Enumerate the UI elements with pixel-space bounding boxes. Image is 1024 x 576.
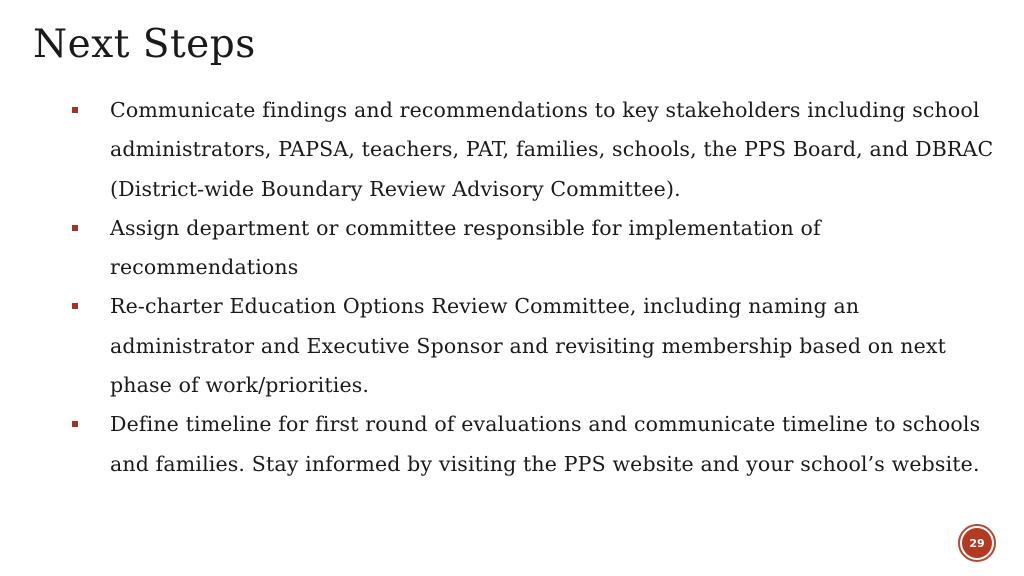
square-bullet-icon: [72, 421, 78, 427]
bullet-item: [0, 209, 1024, 288]
bullet-text: Re-charter Education Options Review Committee, including naming an administrator and Executive Sponsor and revisiting membership based on next phase of work/priorities.: [110, 294, 947, 398]
slide-title: Next Steps: [33, 22, 256, 67]
bullet-list: [0, 91, 1024, 484]
bullet-item: [0, 405, 1024, 484]
bullet-text: Communicate findings and recommendations to key stakeholders including school administrators, PAPSA, teachers, PAT, families, schools, the PPS Board, and DBRAC (District-wide Boundary Review Advisory Committee).: [110, 98, 994, 201]
bullet-text: Assign department or committee responsible for implementation of recommendations: [110, 215, 821, 280]
bullet-item: [0, 91, 1024, 209]
square-bullet-icon: [72, 225, 78, 231]
bullet-item: [0, 287, 1024, 405]
page-number-badge: [958, 524, 996, 562]
square-bullet-icon: [72, 303, 78, 309]
page-number: 29: [962, 528, 992, 558]
square-bullet-icon: [72, 107, 78, 113]
bullet-text: Define timeline for first round of evaluations and communicate timeline to schools and families. Stay informed by visiting the PPS website and your school’s website.: [110, 412, 981, 476]
